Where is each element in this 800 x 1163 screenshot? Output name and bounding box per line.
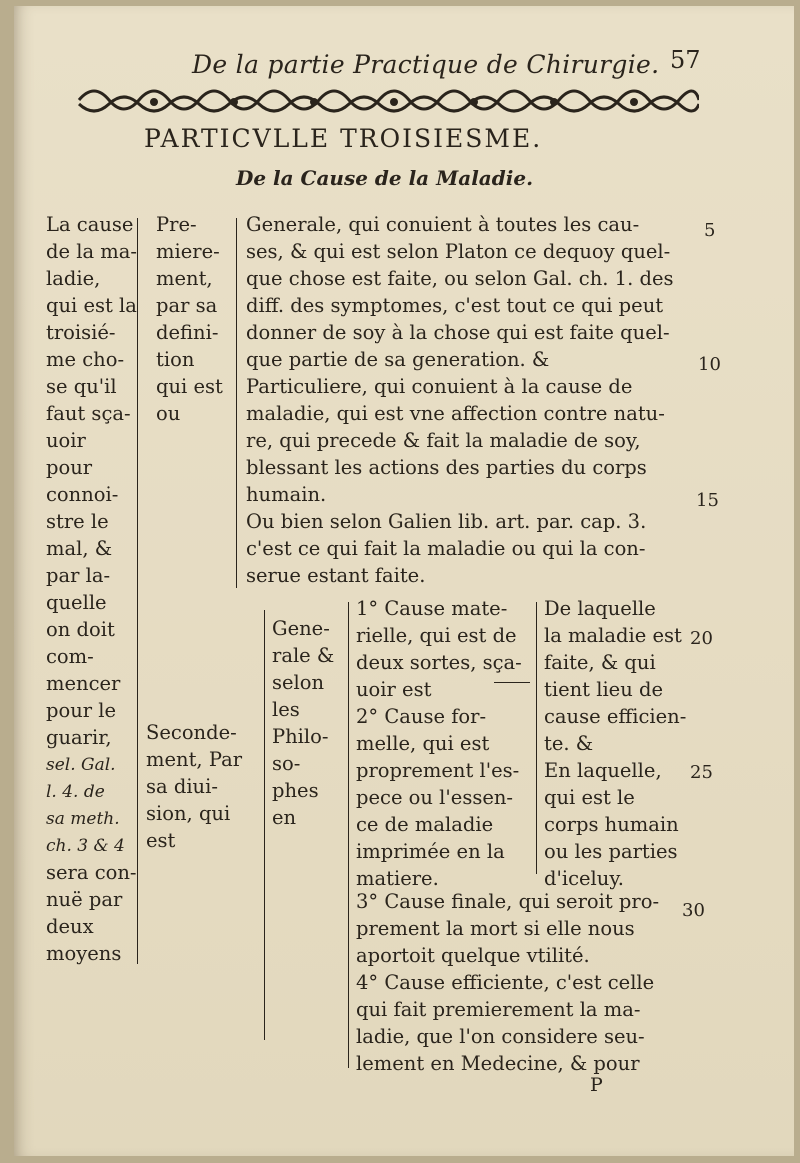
- text-line: so-: [272, 752, 301, 775]
- text-line: miere-: [156, 240, 220, 263]
- text-line: humain.: [246, 483, 327, 506]
- line-number: 30: [682, 900, 705, 921]
- text-line: pour: [46, 456, 93, 479]
- text-line: ch. 3 & 4: [46, 836, 125, 856]
- text-line: deux sortes, sça-: [356, 651, 522, 674]
- line-number: 10: [698, 354, 721, 375]
- text-line: maladie, qui est vne affection contre natu-: [246, 402, 665, 425]
- text-line: pour le: [46, 699, 117, 722]
- text-line: mal, &: [46, 537, 113, 560]
- text-line: qui fait premierement la ma-: [356, 998, 641, 1021]
- text-line: moyens: [46, 942, 122, 965]
- text-line: imprimée en la: [356, 840, 505, 863]
- text-line: serue estant faite.: [246, 564, 426, 587]
- text-line: qui est le: [544, 786, 635, 809]
- text-line: mencer: [46, 672, 121, 695]
- text-line: Seconde-: [146, 721, 237, 744]
- text-line: ladie,: [46, 267, 101, 290]
- text-line: pece ou l'essen-: [356, 786, 514, 809]
- text-line: tion: [156, 348, 195, 371]
- text-line: c'est ce qui fait la maladie ou qui la con-: [246, 537, 646, 560]
- text-line: sel. Gal.: [46, 755, 116, 775]
- text-line: phes: [272, 779, 319, 802]
- text-line: en: [272, 806, 297, 829]
- text-line: proprement l'es-: [356, 759, 520, 782]
- text-line: que chose est faite, ou selon Gal. ch. 1. des: [246, 267, 674, 290]
- text-line: stre le: [46, 510, 109, 533]
- text-line: De laquelle: [544, 597, 656, 620]
- text-line: quelle: [46, 591, 107, 614]
- text-line: uoir est: [356, 678, 432, 701]
- text-line: sa diui-: [146, 775, 218, 798]
- text-line: uoir: [46, 429, 86, 452]
- text-line: 3° Cause finale, qui seroit pro-: [356, 890, 660, 913]
- text-line: les: [272, 698, 300, 721]
- line-number: 5: [704, 220, 716, 241]
- brace-causes: [348, 602, 349, 1068]
- text-line: sa meth.: [46, 809, 120, 829]
- text-line: guarir,: [46, 726, 112, 749]
- text-line: lement en Medecine, & pour: [356, 1052, 640, 1075]
- text-line: de la ma-: [46, 240, 137, 263]
- text-line: Particuliere, qui conuient à la cause de: [246, 375, 633, 398]
- text-line: En laquelle,: [544, 759, 662, 782]
- page-number: 57: [670, 46, 701, 74]
- text-line: connoi-: [46, 483, 119, 506]
- book-page: [14, 6, 794, 1156]
- text-line: sion, qui: [146, 802, 231, 825]
- text-line: ou les parties: [544, 840, 678, 863]
- text-line: tient lieu de: [544, 678, 663, 701]
- text-line: re, qui precede & fait la maladie de soy,: [246, 429, 641, 452]
- section-title: PARTICVLLE TROISIESME.: [144, 124, 543, 153]
- text-line: qui est: [156, 375, 223, 398]
- text-line: faut sça-: [46, 402, 131, 425]
- text-line: cause efficien-: [544, 705, 687, 728]
- text-line: sera con-: [46, 861, 137, 884]
- line-number: 20: [690, 628, 713, 649]
- text-line: ou: [156, 402, 181, 425]
- brace-definition: [236, 218, 237, 588]
- text-line: par sa: [156, 294, 218, 317]
- text-line: donner de soy à la chose qui est faite quel-: [246, 321, 670, 344]
- text-line: matiere.: [356, 867, 439, 890]
- text-line: d'iceluy.: [544, 867, 624, 890]
- text-line: deux: [46, 915, 94, 938]
- text-line: l. 4. de: [46, 782, 105, 802]
- text-line: blessant les actions des parties du corps: [246, 456, 647, 479]
- text-line: Philo-: [272, 725, 329, 748]
- text-line: 4° Cause efficiente, c'est celle: [356, 971, 655, 994]
- line-number: 25: [690, 762, 713, 783]
- line-number: 15: [696, 490, 719, 511]
- text-line: ladie, que l'on considere seu-: [356, 1025, 645, 1048]
- section-subtitle: De la Cause de la Maladie.: [236, 166, 534, 190]
- text-line: la maladie est: [544, 624, 682, 647]
- text-line: 2° Cause for-: [356, 705, 487, 728]
- text-line: La cause: [46, 213, 134, 236]
- text-line: Gene-: [272, 617, 330, 640]
- text-line: me cho-: [46, 348, 125, 371]
- text-line: que partie de sa generation. &: [246, 348, 550, 371]
- text-line: melle, qui est: [356, 732, 490, 755]
- text-line: Ou bien selon Galien lib. art. par. cap. 3.: [246, 510, 647, 533]
- brace-philosophers: [264, 610, 265, 1040]
- text-line: se qu'il: [46, 375, 117, 398]
- text-line: 1° Cause mate-: [356, 597, 508, 620]
- brace-material: [536, 602, 537, 874]
- text-line: faite, & qui: [544, 651, 656, 674]
- brace-main: [137, 218, 138, 964]
- text-line: rale &: [272, 644, 335, 667]
- text-line: ce de maladie: [356, 813, 494, 836]
- text-line: diff. des symptomes, c'est tout ce qui peut: [246, 294, 664, 317]
- connector-dash: [494, 682, 530, 683]
- text-line: on doit: [46, 618, 115, 641]
- text-line: defini-: [156, 321, 219, 344]
- text-line: Pre-: [156, 213, 197, 236]
- text-line: ses, & qui est selon Platon ce dequoy quel-: [246, 240, 671, 263]
- text-line: com-: [46, 645, 94, 668]
- text-line: troisié-: [46, 321, 116, 344]
- text-line: ment,: [156, 267, 213, 290]
- text-line: est: [146, 829, 176, 852]
- text-line: corps humain: [544, 813, 679, 836]
- text-line: selon: [272, 671, 325, 694]
- text-line: nuë par: [46, 888, 123, 911]
- ornament-band: [74, 80, 699, 120]
- text-line: qui est la: [46, 294, 137, 317]
- text-line: aportoit quelque vtilité.: [356, 944, 590, 967]
- signature-mark: P: [590, 1074, 603, 1096]
- text-line: Generale, qui conuient à toutes les cau-: [246, 213, 640, 236]
- text-line: ment, Par: [146, 748, 243, 771]
- text-line: rielle, qui est de: [356, 624, 517, 647]
- text-line: te. &: [544, 732, 594, 755]
- text-line: prement la mort si elle nous: [356, 917, 635, 940]
- running-head: De la partie Practique de Chirurgie.: [192, 50, 660, 79]
- text-line: par la-: [46, 564, 111, 587]
